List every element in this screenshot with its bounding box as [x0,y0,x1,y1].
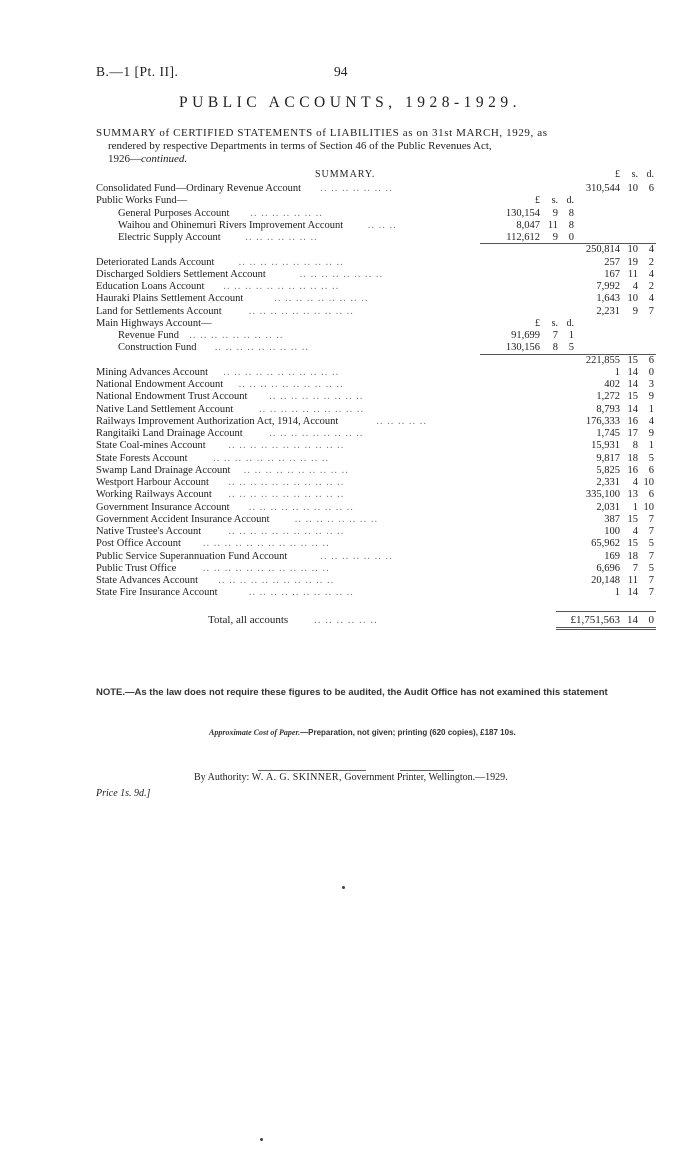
grand-total-rule-top [556,611,656,612]
leader-dots: .. .. .. .. .. .. .. .. .. .. [238,379,344,390]
amount-pence: 5 [648,538,654,550]
amount-pence: 4 [648,415,654,427]
amount-pence: 7 [648,526,654,537]
intro-line-1: SUMMARY of CERTIFIED STATEMENTS of LIABILITIES as on 31st MARCH, 1929, as [96,127,548,139]
account-name: Railways Improvement Authorization Act, 1914, Account [96,415,339,427]
header-pounds: £ [535,195,540,207]
amount-pounds: 8,793 [596,403,620,415]
leader-dots: .. .. .. .. .. [376,415,428,427]
account-row [96,538,656,550]
total-amount [560,306,656,318]
amount-pounds: 130,156 [505,342,540,354]
account-row [96,281,656,293]
leader-dots: .. .. .. [367,219,397,231]
amount-pounds: 2,231 [596,305,620,317]
amount-shillings: 15 [627,538,638,550]
account-row [96,575,656,587]
total-amount [560,526,656,538]
grand-total-row [96,614,656,626]
leader-dots: .. .. .. .. .. .. .. .. .. .. .. .. [202,538,330,550]
amount-pounds: 167 [604,268,620,280]
amount-shillings: 13 [627,489,638,501]
subtotal-amount [480,342,576,354]
amount-pence: 10 [643,501,654,513]
amount-shillings: 18 [627,452,638,464]
amount-shillings: 1 [632,501,638,513]
account-row [96,232,656,244]
amount-pounds: 112,612 [506,232,540,243]
total-amount [560,587,656,599]
account-name: Land for Settlements Account [96,305,222,317]
amount-pence: 2 [648,281,654,292]
amount-pence: 4 [648,268,654,280]
amount-pence: 9 [648,428,654,439]
amount-pence: 1 [568,330,574,341]
account-row [96,428,656,440]
amount-shillings: 4 [632,526,638,537]
account-row [96,453,656,465]
intro-line-2: rendered by respective Departments in terms of Section 46 of the Public Revenues Act, [108,140,492,152]
total-amount [560,551,656,563]
amount-shillings: 7 [632,562,638,574]
amount-shillings: 10 [627,244,638,256]
leader-dots: .. .. .. .. .. .. .. .. .. [214,342,309,354]
amount-shillings: 9 [552,232,558,243]
page-header [96,64,626,82]
amount-pounds: 257 [604,256,620,268]
amount-shillings: 9 [632,305,638,317]
subtotal-rule [480,354,656,355]
account-row [96,367,656,379]
account-row [96,502,656,514]
grand-total-rule-bottom [556,627,656,630]
leader-dots: .. .. .. .. .. .. .. [245,232,318,243]
amount-shillings: 10 [627,293,638,305]
document-page: B.—1 [Pt. II]. 94 PUBLIC ACCOUNTS, 1928-1929. SUMMARY of CERTIFIED STATEMENTS of LIABILITIES as on 31st MARCH, 1929, as rendered by respective Departments in terms of Section 46 of the Public Revenues Act, 1926—continued. SUMMARY. £ s. d. Consolidated Fund—Ordinary Revenue Account .. .. .. .. .. .. .. 310,544 10 6 Public Works Fund— General Purposes Account .. .. .. .. .. .. .. 130,154 9 8 Waihou and Ohinemuri Rivers Improvement Account .. .. .. 8,047 11 8 Electric Supply Account .. .. .. .. .. .. .. 112,612 9 0 250,814 10 4 Deteriorated Lands Account .. .. .. .. .. .. .. .. .. .. 257 19 2 Discharged Soldiers Settlement Account .. .. .. .. .. .. .. .. 167 11 4 Education Loans Account .. .. .. .. .. .. .. .. .. .. .. 7,992 4 2 Hauraki Plains Settlement Account .. .. .. .. .. .. .. .. .. 1,643 10 4 Land for Settlements Account .. .. .. .. .. .. .. .. .. .. 2,231 9 7 Main Highways Account— Revenue Fund .. .. .. .. .. .. .. .. .. 91,699 7 1 Construction Fund .. .. .. .. .. .. .. .. .. 130,156 8 5 221,855 15 6 Mining Advances Account .. .. .. .. .. .. .. .. .. .. .. 1 14 0 National Endowment Account .. .. .. .. .. .. .. .. .. .. 402 14 3 National Endowment Trust Account .. .. .. .. .. .. .. .. .. 1,272 15 9 Native Land Settlement Account .. .. .. .. .. .. .. .. .. .. 8,793 14 1 Railways Improvement Authorization Act, 1914, Account .. .. .. .. .. 176,333 16 4 Rangitaiki Land Drainage Account .. .. .. .. .. .. .. .. .. 1,745 17 9 State Coal-mines Account .. .. .. .. .. .. .. .. .. .. .. 15,931 8 1 State Forests Account .. .. .. .. .. .. .. .. .. .. .. 9,817 18 5 Swamp Land Drainage Account .. .. .. .. .. .. .. .. .. .. 5,825 16 6 Westport Harbour Account .. .. .. .. .. .. .. .. .. .. .. 2,331 4 10 Working Railways Account .. .. .. .. .. .. .. .. .. .. .. 335,100 13 6 Government Insurance Account .. .. .. .. .. .. .. .. .. .. 2,031 1 10 Government Accident Insurance Account .. .. .. .. .. .. .. .. 387 15 7 Native Trustee's Account .. .. .. .. .. .. .. .. .. .. .. 100 4 7 Post Office Account .. .. .. .. .. .. .. .. .. .. .. .. 65,962 15 5 Public Service Superannuation Fund Account .. .. .. .. .. .. .. 169 18 7 Public Trust Office .. .. .. .. .. .. .. .. .. .. .. .. 6,696 7 5 State Advances Account .. .. .. .. .. .. .. .. .. .. .. 20,148 11 7 State Fire Insurance Account .. .. .. .. .. .. .. .. .. .. 1 14 7 £ s. d. £ s. d. Total, all accounts .. .. .. .. .. .. £1,751,563 14 0 NOTE.—As the law does not require these figures to be audited, the Audit Office has not examined this statement Approximate Cost of Paper.—Preparation, not given; printing (620 copies), £187 10s. By Authority: W. A. G. SKINNER, Government Printer, Wellington.—1929. Price 1s. 9d.] [0,0,700,1158]
account-name: Public Works Fund— [96,195,188,207]
leader-dots: .. .. .. .. .. .. .. .. .. .. [248,305,354,317]
grand-total-label: Total, all accounts [208,613,289,626]
amount-pence: 4 [648,293,654,305]
account-name: Consolidated Fund—Ordinary Revenue Account [96,183,302,194]
account-name: Construction Fund [118,342,197,354]
total-amount [560,563,656,575]
account-row [96,551,656,563]
grand-total-pounds: £1,751,563 [570,613,620,626]
subtotal-column-header [480,195,576,207]
grand-total-shillings: 14 [627,613,638,626]
amount-shillings: 14 [627,403,638,415]
leader-dots: .. .. .. .. .. .. .. .. .. .. .. [218,575,335,586]
account-name: Deteriorated Lands Account [96,256,215,268]
account-name: Working Railways Account [96,489,212,501]
amount-pounds: 169 [604,550,620,562]
leader-dots: .. .. .. .. .. .. .. .. .. .. .. [228,477,345,488]
header-pence: d. [566,317,574,329]
leader-dots: .. .. .. .. .. .. .. .. .. .. [248,587,354,599]
amount-pounds: 310,544 [585,183,620,194]
total-amount [560,379,656,391]
amount-pounds: 6,696 [596,562,620,574]
total-amount [560,477,656,489]
audit-note: NOTE.—As the law does not require these figures to be audited, the Audit Office has not examined this statement [96,687,608,698]
account-name: State Forests Account [96,452,188,464]
amount-shillings: 15 [627,391,638,403]
total-amount [560,257,656,269]
amount-pounds: 221,855 [585,354,620,366]
account-name: Government Insurance Account [96,501,230,513]
amount-pence: 7 [648,305,654,317]
amount-pounds: 1,745 [596,428,620,439]
amount-pence: 2 [648,256,654,268]
total-amount [560,502,656,514]
amount-pounds: 1,272 [596,391,620,403]
amount-pence: 4 [648,244,654,256]
subtotal-rule [480,243,656,244]
amount-shillings: 16 [627,464,638,476]
account-name: Westport Harbour Account [96,477,209,488]
amount-pence: 5 [568,342,574,354]
amount-pounds: 1 [614,366,620,378]
amount-pence: 0 [648,366,654,378]
account-row [96,379,656,391]
amount-pounds: 387 [604,513,620,525]
amount-pounds: 2,031 [596,501,620,513]
account-row [96,391,656,403]
header-shillings: s. [551,195,558,207]
account-row [96,489,656,501]
header-shillings: s. [551,317,558,329]
leader-dots: .. .. .. .. .. .. .. .. .. .. .. [223,366,340,378]
leader-dots: .. .. .. .. .. .. .. .. .. .. .. [213,452,330,464]
amount-pence: 5 [648,452,654,464]
summary-intro [96,127,658,166]
account-name: State Advances Account [96,575,199,586]
leader-dots: .. .. .. .. .. .. .. .. .. .. [259,403,365,415]
account-row [96,208,656,220]
intro-line-3: 1926—continued. [108,153,188,165]
amount-shillings: 7 [552,330,558,341]
account-row [96,563,656,575]
account-name: Government Accident Insurance Account [96,513,270,525]
account-row [96,342,656,354]
account-row [96,257,656,269]
amount-pence: 7 [648,575,654,586]
subtotal-amount [480,220,576,232]
account-row [96,514,656,526]
print-speck [260,1138,263,1141]
amount-pence: 6 [648,354,654,366]
amount-pence: 7 [648,550,654,562]
total-amount [560,465,656,477]
amount-pounds: 1 [614,587,620,599]
page-number: 94 [334,64,348,79]
grand-total-amount [560,614,656,626]
paper-cost-line: Approximate Cost of Paper.—Preparation, not given; printing (620 copies), £187 10s. [209,728,516,737]
leader-dots: .. .. .. .. .. .. .. .. .. .. .. [228,440,345,452]
amount-pence: 7 [648,587,654,599]
amount-pounds: 91,699 [511,330,540,341]
total-amount [560,244,656,256]
total-amount [560,355,656,367]
total-amount [560,538,656,550]
account-name: Native Land Settlement Account [96,403,234,415]
amount-shillings: 19 [627,256,638,268]
total-amount [560,391,656,403]
authority-line: By Authority: W. A. G. SKINNER, Government Printer, Wellington.—1929. [194,772,508,783]
total-amount [560,281,656,293]
account-row [96,220,656,232]
account-name: Hauraki Plains Settlement Account [96,293,244,305]
total-amount [560,514,656,526]
leader-dots: .. .. .. .. .. .. .. .. .. .. .. [228,489,345,501]
amount-pounds: 402 [604,379,620,390]
amount-pounds: 9,817 [596,452,620,464]
account-row [96,477,656,489]
total-amount [560,269,656,281]
subtotal-amount [480,232,576,244]
amount-pence: 6 [648,464,654,476]
amount-shillings: 8 [632,440,638,452]
account-row [96,416,656,428]
amount-shillings: 11 [547,219,558,231]
amount-shillings: 11 [627,575,638,586]
print-speck [342,886,345,889]
amount-pounds: 8,047 [516,219,540,231]
leader-dots: .. .. .. .. .. .. .. .. .. [274,293,369,305]
account-row [96,465,656,477]
amount-shillings: 14 [627,366,638,378]
amount-pence: 9 [648,391,654,403]
amount-shillings: 18 [627,550,638,562]
leader-dots: .. .. .. .. .. .. .. [250,207,323,219]
total-amount [560,428,656,440]
amount-shillings: 15 [627,513,638,525]
account-name: Rangitaiki Land Drainage Account [96,428,243,439]
total-column-header: £ s. d. [615,169,654,180]
total-amount [560,404,656,416]
total-amount [560,183,656,195]
price-label: Price 1s. 9d.] [96,788,151,799]
amount-shillings: 10 [627,183,638,194]
account-row [96,269,656,281]
account-row [96,355,656,367]
amount-shillings: 4 [632,477,638,488]
account-name: Post Office Account [96,538,181,550]
amount-pence: 1 [648,403,654,415]
account-row [96,330,656,342]
leader-dots: .. .. .. .. .. .. .. .. .. [269,428,364,439]
subtotal-amount [480,330,576,342]
account-name: Public Trust Office [96,562,177,574]
leader-dots: .. .. .. .. .. .. .. .. .. .. .. [223,281,340,292]
document-reference: B.—1 [Pt. II]. [96,64,179,79]
account-name: State Fire Insurance Account [96,587,218,599]
total-amount [560,575,656,587]
amount-pence: 8 [568,207,574,219]
account-name: Education Loans Account [96,281,205,292]
amount-pounds: 250,814 [585,244,620,256]
amount-pence: 5 [648,562,654,574]
leader-dots: .. .. .. .. .. .. .. .. .. .. .. [228,526,345,537]
account-name: Swamp Land Drainage Account [96,464,231,476]
amount-pounds: 2,331 [596,477,620,488]
leader-dots: .. .. .. .. .. .. .. .. [294,513,379,525]
amount-shillings: 14 [627,379,638,390]
amount-pounds: 5,825 [596,464,620,476]
amount-pence: 6 [648,489,654,501]
account-row [96,183,656,195]
amount-pounds: 176,333 [585,415,620,427]
account-row [96,306,656,318]
amount-shillings: 9 [552,207,558,219]
total-amount [560,489,656,501]
header-pounds: £ [535,317,540,329]
amount-pounds: 100 [604,526,620,537]
amount-pence: 7 [648,513,654,525]
authority-rule-right [400,770,454,771]
amount-pounds: 335,100 [585,489,620,501]
amount-pounds: 15,931 [591,440,620,452]
amount-shillings: 8 [552,342,558,354]
amount-pounds: 65,962 [591,538,620,550]
amount-shillings: 4 [632,281,638,292]
account-row [96,293,656,305]
leader-dots: .. .. .. .. .. .. .. [320,550,393,562]
account-row [96,526,656,538]
leader-dots: .. .. .. .. .. .. .. .. .. [189,330,284,341]
amount-shillings: 11 [627,268,638,280]
account-row [96,440,656,452]
leader-dots: .. .. .. .. .. .. .. .. [299,268,384,280]
total-amount [560,440,656,452]
leader-dots: .. .. .. .. .. .. .. .. .. .. .. .. [202,562,330,574]
account-name: State Coal-mines Account [96,440,206,452]
amount-pence: 1 [648,440,654,452]
leader-dots: .. .. .. .. .. .. [314,613,378,626]
amount-shillings: 17 [627,428,638,439]
amount-shillings: 16 [627,415,638,427]
account-name: Native Trustee's Account [96,526,202,537]
subtotal-amount [480,208,576,220]
account-name: Waihou and Ohinemuri Rivers Improvement Account [118,219,344,231]
account-name: Discharged Soldiers Settlement Account [96,268,266,280]
account-name: Main Highways Account— [96,317,212,329]
leader-dots: .. .. .. .. .. .. .. .. .. .. [238,256,344,268]
account-name: Public Service Superannuation Fund Account [96,550,288,562]
leader-dots: .. .. .. .. .. .. .. .. .. .. [248,501,354,513]
amount-pence: 0 [568,232,574,243]
leader-dots: .. .. .. .. .. .. .. [320,183,393,194]
total-amount [560,453,656,465]
account-name: Mining Advances Account [96,366,208,378]
total-amount [560,293,656,305]
leader-dots: .. .. .. .. .. .. .. .. .. .. [243,464,349,476]
account-name: Revenue Fund [118,330,179,341]
account-row [96,587,656,599]
subtotal-column-header [480,318,576,330]
account-row [96,244,656,256]
total-amount [560,367,656,379]
authority-rule-left [258,770,366,771]
amount-pounds: 20,148 [591,575,620,586]
account-name: General Purposes Account [118,207,230,219]
amount-pounds: 130,154 [505,207,540,219]
amount-pence: 10 [643,477,654,488]
account-name: National Endowment Trust Account [96,391,248,403]
account-row [96,404,656,416]
amount-shillings: 14 [627,587,638,599]
grand-total-pence: 0 [648,613,654,626]
total-amount [560,416,656,428]
amount-pounds: 7,992 [596,281,620,292]
amount-shillings: 15 [627,354,638,366]
page-title: PUBLIC ACCOUNTS, 1928-1929. [179,94,521,111]
leader-dots: .. .. .. .. .. .. .. .. .. [269,391,364,403]
account-name: Electric Supply Account [118,232,221,243]
amount-pence: 8 [568,219,574,231]
header-pence: d. [566,195,574,207]
account-name: National Endowment Account [96,379,224,390]
amount-pence: 3 [648,379,654,390]
amount-pence: 6 [648,183,654,194]
amount-pounds: 1,643 [596,293,620,305]
